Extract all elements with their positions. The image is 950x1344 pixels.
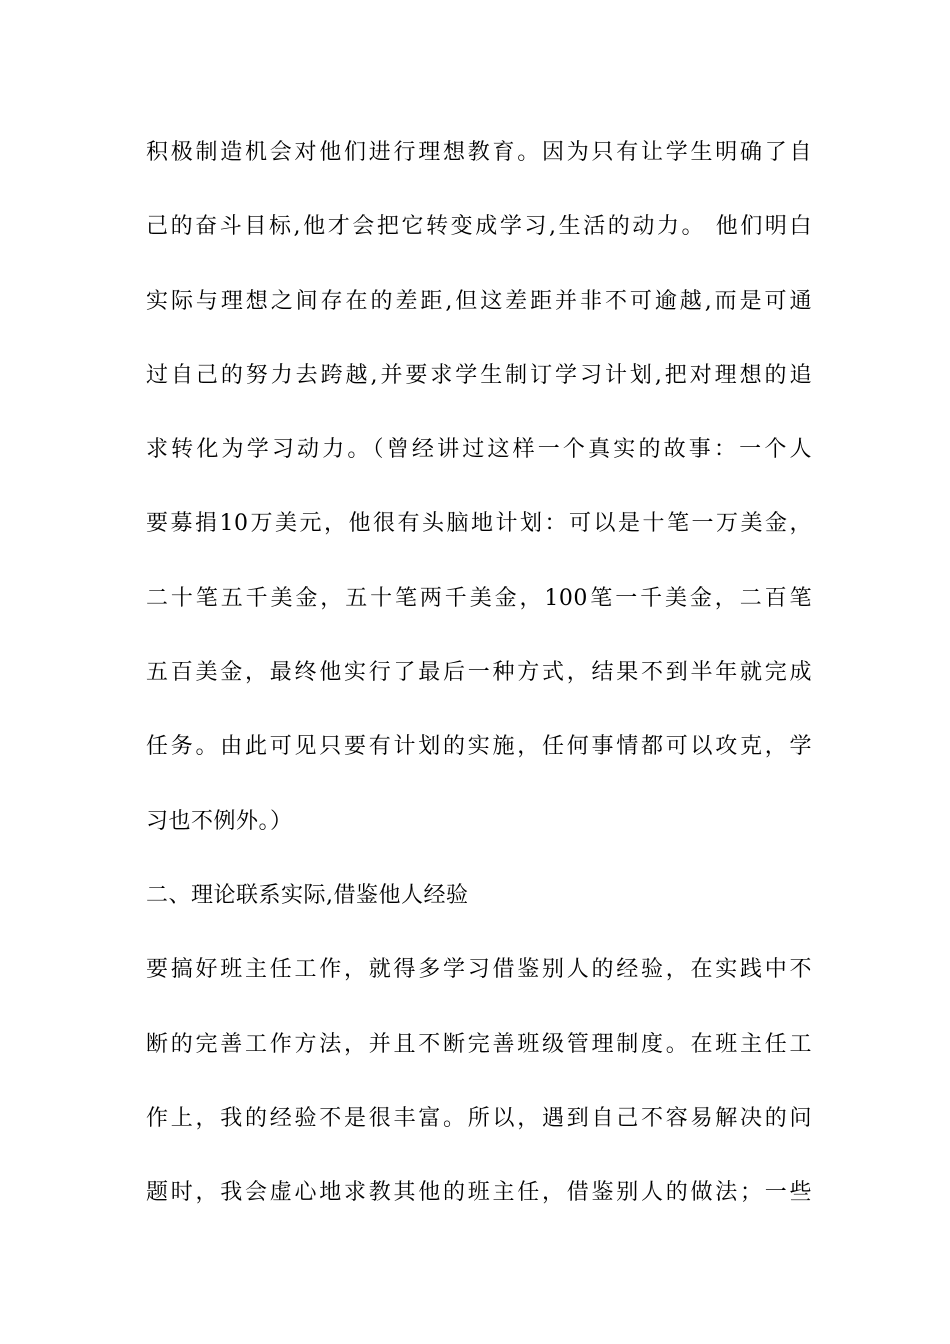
text-line: 作上，我的经验不是很丰富。所以，遇到自己不容易解决的问 [146, 1105, 812, 1131]
document-body [146, 130, 812, 1244]
text-line: 题时，我会虚心地求教其他的班主任，借鉴别人的做法；一些 [146, 1180, 812, 1206]
text-line: 五百美金，最终他实行了最后一种方式，结果不到半年就完成 [146, 660, 812, 686]
text-line: 二十笔五千美金，五十笔两千美金，100笔一千美金，二百笔 [146, 585, 812, 611]
text-line: 要搞好班主任工作，就得多学习借鉴别人的经验，在实践中不 [146, 957, 812, 983]
text-line: 求转化为学习动力。（曾经讲过这样一个真实的故事：一个人 [146, 437, 812, 463]
text-line: 要募捐10万美元，他很有头脑地计划：可以是十笔一万美金， [146, 511, 812, 537]
text-line: 任务。由此可见只要有计划的实施，任何事情都可以攻克，学 [146, 734, 812, 760]
text-line: 积极制造机会对他们进行理想教育。因为只有让学生明确了自 [146, 140, 812, 165]
text-line: 习也不例外。） [146, 808, 293, 834]
text-line: 己的奋斗目标,他才会把它转变成学习,生活的动力。 他们明白 [146, 214, 812, 240]
text-line: 断的完善工作方法，并且不断完善班级管理制度。在班主任工 [146, 1031, 812, 1057]
text-line: 过自己的努力去跨越,并要求学生制订学习计划,把对理想的追 [146, 362, 812, 388]
section-heading: 二、理论联系实际,借鉴他人经验 [146, 882, 469, 908]
text-line: 实际与理想之间存在的差距,但这差距并非不可逾越,而是可通 [146, 288, 812, 314]
